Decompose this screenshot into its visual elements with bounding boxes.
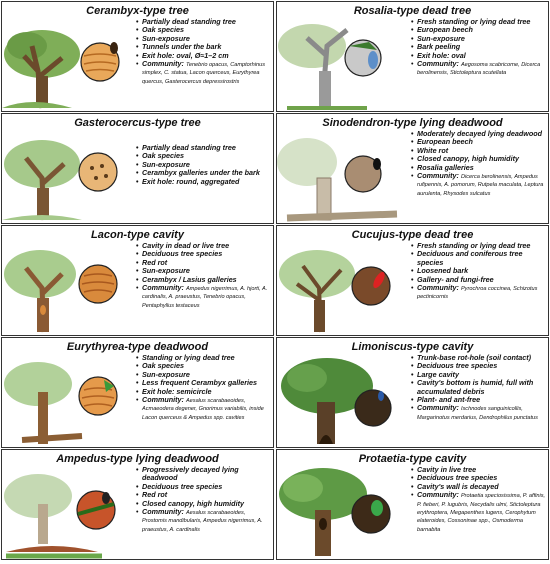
lacon-cavity-art xyxy=(2,240,142,336)
trait-item: • Exit hole: round, aggregated xyxy=(136,178,271,186)
panel-title: Rosalia-type dead tree xyxy=(353,5,472,17)
trait-item: • Partially dead standing tree xyxy=(136,144,271,152)
trait-item: • Trunk-base rot-hole (soil contact) xyxy=(411,354,546,362)
panel-eurythyrea xyxy=(1,337,274,448)
trait-item: • Sun-exposure xyxy=(136,35,271,43)
trait-item: • Rosalia galleries xyxy=(411,164,546,172)
trait-item: • Sun-exposure xyxy=(136,161,271,169)
trait-item: • Exit hole: oval, Ø≈1–2 cm xyxy=(136,52,271,60)
trait-item: • European beech xyxy=(411,26,546,34)
cucujus-deadtree-art xyxy=(277,240,417,336)
community-item: • Community: Protaetia speciosissima, P. affinis, P. fieberi, P. lugubris, Necydalis ulmi, Stictoleptura erythroptera, Megapenthes lugens, Cerophytum elateroides, Cossoninae spp., Osmoderma barnabita xyxy=(411,491,546,533)
trait-item: • Cerambyx galleries under the bark xyxy=(136,169,271,177)
panel-cucujus xyxy=(276,225,549,336)
rosalia-tree-art xyxy=(277,16,417,112)
trait-item: • Oak species xyxy=(136,152,271,160)
trait-item: • Cerambyx / Lasius galleries xyxy=(136,276,271,284)
trait-item: • Less frequent Cerambyx galleries xyxy=(136,379,271,387)
panel-description xyxy=(411,18,546,77)
tree-illustration xyxy=(2,16,142,112)
panel-description xyxy=(136,466,271,533)
limoniscus-cavity-art xyxy=(277,352,417,448)
trait-item: • Closed canopy, high humidity xyxy=(136,500,271,508)
trait-item: • Fresh standing or lying dead tree xyxy=(411,242,546,250)
trait-item: • Cavity's wall is decayed xyxy=(411,483,546,491)
trait-item: • Standing or lying dead tree xyxy=(136,354,271,362)
trait-item: • Deciduous and coniferous tree species xyxy=(411,250,546,267)
panel-lacon xyxy=(1,225,274,336)
panel-description xyxy=(411,242,546,301)
ampedus-deadwood-art xyxy=(2,464,142,560)
panel-limoniscus xyxy=(276,337,549,448)
panel-title: Limoniscus-type cavity xyxy=(351,341,474,353)
trait-item: • Deciduous tree species xyxy=(411,474,546,482)
panel-title: Protaetia-type cavity xyxy=(358,453,467,465)
trait-item: • Oak species xyxy=(136,362,271,370)
trait-item: • Oak species xyxy=(136,26,271,34)
trait-item: • Sun-exposure xyxy=(136,267,271,275)
panel-title: Sinodendron-type lying deadwood xyxy=(322,117,503,129)
protaetia-cavity-art xyxy=(277,464,417,560)
trait-item: • Deciduous tree species xyxy=(136,483,271,491)
panel-protaetia xyxy=(276,449,549,560)
tree-illustration xyxy=(277,352,417,448)
tree-illustration xyxy=(277,240,417,336)
panel-description xyxy=(411,130,546,197)
panel-description xyxy=(136,144,271,186)
trait-item: • Cavity in live tree xyxy=(411,466,546,474)
trait-item: • European beech xyxy=(411,138,546,146)
trait-item: • Sun-exposure xyxy=(411,35,546,43)
trait-item: • Cavity's bottom is humid, full with accumulated debris xyxy=(411,379,546,396)
community-item: • Community: Aesalus scarabaeoides, Prostomis mandibularis, Ampedus nigerrimus, A. praeustus, A. cardinalis xyxy=(136,508,271,533)
trait-item: • Bark peeling xyxy=(411,43,546,51)
tree-illustration xyxy=(277,464,417,560)
community-item: • Community: Pyrochroa coccinea, Schizotus pectinicornis xyxy=(411,284,546,301)
sinodendron-deadwood-art xyxy=(277,128,417,224)
trait-item: • White rot xyxy=(411,147,546,155)
community-item: • Community: Dicerca berolinensis, Ampedus rufipennis, A. pomorum, Rutpela maculata, Leptura aurulenta, Rhysodes sulcatus xyxy=(411,172,546,197)
trait-item: • Sun-exposure xyxy=(136,371,271,379)
trait-item: • Deciduous tree species xyxy=(136,250,271,258)
panel-description xyxy=(136,18,271,85)
trait-item: • Red rot xyxy=(136,259,271,267)
community-item: • Community: Ampedus nigerrimus, A. hjorti, A. cardinalis, A. praeustus, Tenebrio opacus, Pentaphyllus testaceus xyxy=(136,284,271,309)
trait-item: • Moderately decayed lying deadwood xyxy=(411,130,546,138)
panel-title: Lacon-type cavity xyxy=(91,229,184,241)
panel-rosalia xyxy=(276,1,549,112)
panel-ampedus xyxy=(1,449,274,560)
panel-title: Eurythyrea-type deadwood xyxy=(66,341,209,353)
panel-gasterocercus xyxy=(1,113,274,224)
panel-cerambyx xyxy=(1,1,274,112)
trait-item: • Loosened bark xyxy=(411,267,546,275)
community-item: • Community: Aesalus scarabaeoides, Acmaeodera degener, Gnorimus variabilis, inside Lacon querceus & Ampedus spp. cavities xyxy=(136,396,271,421)
trait-item: • Cavity in dead or live tree xyxy=(136,242,271,250)
trait-item: • Progressively decayed lying deadwood xyxy=(136,466,271,483)
trait-item: • Exit hole: semicircle xyxy=(136,388,271,396)
trait-item: • Partially dead standing tree xyxy=(136,18,271,26)
panel-description xyxy=(136,242,271,309)
tree-illustration xyxy=(2,240,142,336)
cerambyx-tree-art xyxy=(2,16,142,112)
tree-illustration xyxy=(2,464,142,560)
panel-description xyxy=(411,354,546,421)
trait-item: • Red rot xyxy=(136,491,271,499)
panel-title: Ampedus-type lying deadwood xyxy=(56,453,219,465)
trait-item: • Tunnels under the bark xyxy=(136,43,271,51)
community-item: • Community: Aegosoma scabricorne, Dicerca berolinensis, Stictoleptura scutellata xyxy=(411,60,546,77)
tree-illustration xyxy=(2,352,142,448)
community-item: • Community: Tenebrio opacus, Camptorhinus simplex, C. statua, Lacon querceus, Eurythyrea quercus, Gasterocercus depressirostris xyxy=(136,60,271,85)
tree-illustration xyxy=(2,128,142,224)
panel-title: Gasterocercus-type tree xyxy=(74,117,201,129)
tree-illustration xyxy=(277,128,417,224)
trait-item: • Closed canopy, high humidity xyxy=(411,155,546,163)
panel-title: Cucujus-type dead tree xyxy=(351,229,474,241)
community-item: • Community: Ischnodes sanguinicollis, Margarinotus merdarius, Dendrophilus punctatus xyxy=(411,404,546,421)
trait-item: • Large cavity xyxy=(411,371,546,379)
trait-item: • Fresh standing or lying dead tree xyxy=(411,18,546,26)
trait-item: • Gallery- and fungi-free xyxy=(411,276,546,284)
panel-description xyxy=(136,354,271,421)
eurythyrea-deadwood-art xyxy=(2,352,142,448)
panel-title: Cerambyx-type tree xyxy=(86,5,189,17)
tree-illustration xyxy=(277,16,417,112)
trait-item: • Exit hole: oval xyxy=(411,52,546,60)
panel-description xyxy=(411,466,546,533)
panel-sinodendron xyxy=(276,113,549,224)
gasterocercus-tree-art xyxy=(2,128,142,224)
trait-item: • Deciduous tree species xyxy=(411,362,546,370)
trait-item: • Plant- and ant-free xyxy=(411,396,546,404)
